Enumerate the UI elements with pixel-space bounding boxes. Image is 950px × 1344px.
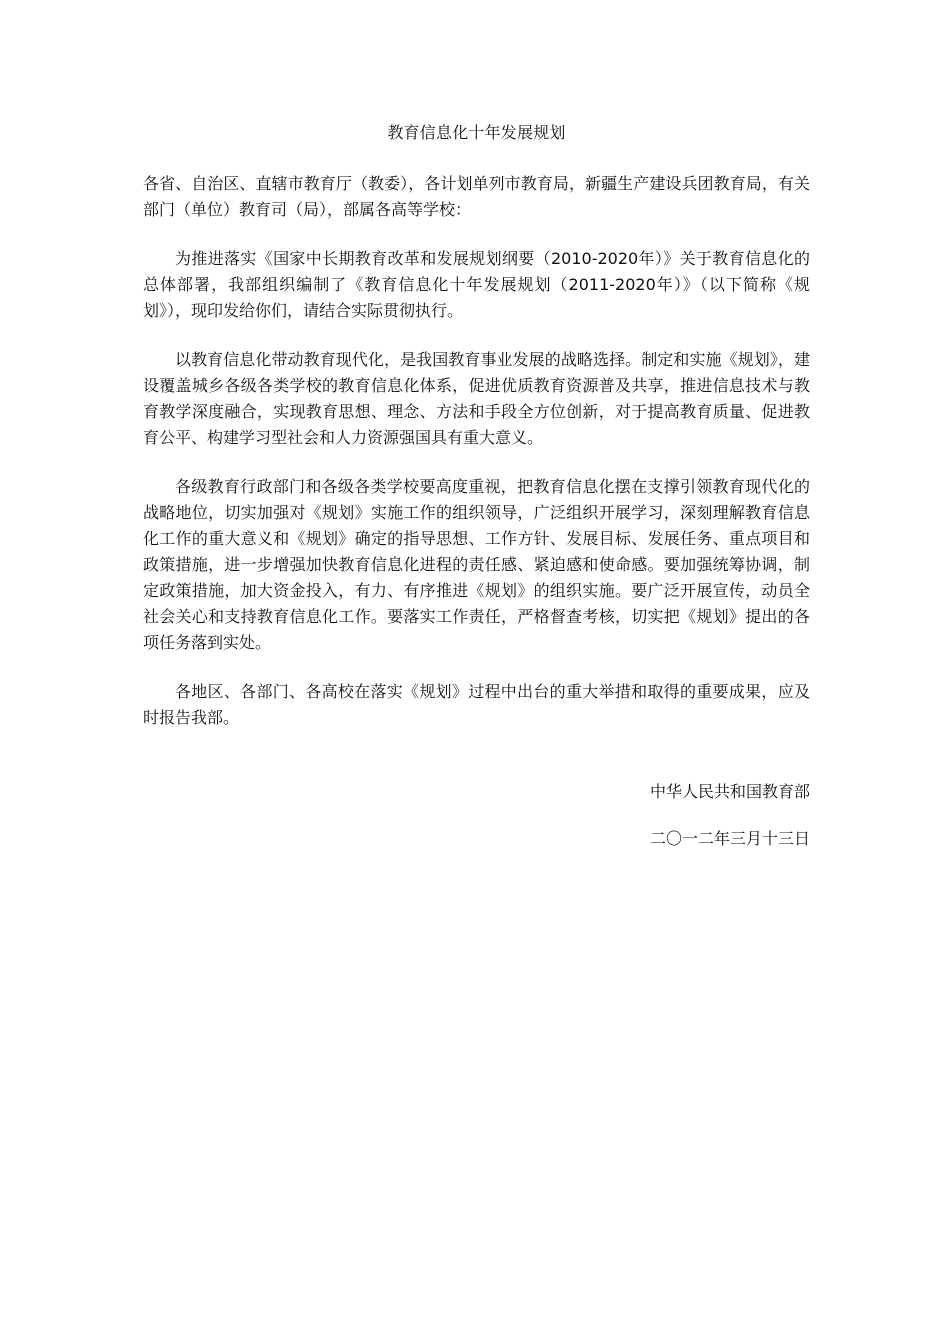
paragraph-2: 以教育信息化带动教育现代化，是我国教育事业发展的战略选择。制定和实施《规划》，建设覆盖城乡各级各类学校的教育信息化体系，促进优质教育资源普及共享，推进信息技术与教育教学深度融合，实现教育思想、理念、方法和手段全方位创新，对于提高教育质量、促进教育公平、构建学习型社会和人力资源强国具有重大意义。 (143, 350, 810, 447)
document-title: 教育信息化十年发展规划 (387, 123, 566, 142)
paragraph-4: 各地区、各部门、各高校在落实《规划》过程中出台的重大举措和取得的重要成果，应及时报告我部。 (143, 682, 810, 727)
salutation: 各省、自治区、直辖市教育厅（教委），各计划单列市教育局，新疆生产建设兵团教育局，有关部门（单位）教育司（局），部属各高等学校： (143, 174, 810, 219)
paragraph-1: 为推进落实《国家中长期教育改革和发展规划纲要（2010-2020年）》关于教育信息化的总体部署，我部组织编制了《教育信息化十年发展规划（2011-2020年）》（以下简称《规划》），现印发给你们，请结合实际贯彻执行。 (143, 249, 810, 320)
issue-date: 二〇一二年三月十三日 (649, 829, 810, 848)
issuer-name: 中华人民共和国教育部 (649, 782, 810, 801)
paragraph-3: 各级教育行政部门和各级各类学校要高度重视，把教育信息化摆在支撑引领教育现代化的战略地位，切实加强对《规划》实施工作的组织领导，广泛组织开展学习，深刻理解教育信息化工作的重大意义和《规划》确定的指导思想、工作方针、发展目标、发展任务、重点项目和政策措施，进一步增强加快教育信息化进程的责任感、紧迫感和使命感。要加强统筹协调，制定政策措施，加大资金投入，有力、有序推进《规划》的组织实施。要广泛开展宣传，动员全社会关心和支持教育信息化工作。要落实工作责任，严格督查考核，切实把《规划》提出的各项任务落到实处。 (143, 477, 810, 652)
document-body (143, 120, 810, 754)
